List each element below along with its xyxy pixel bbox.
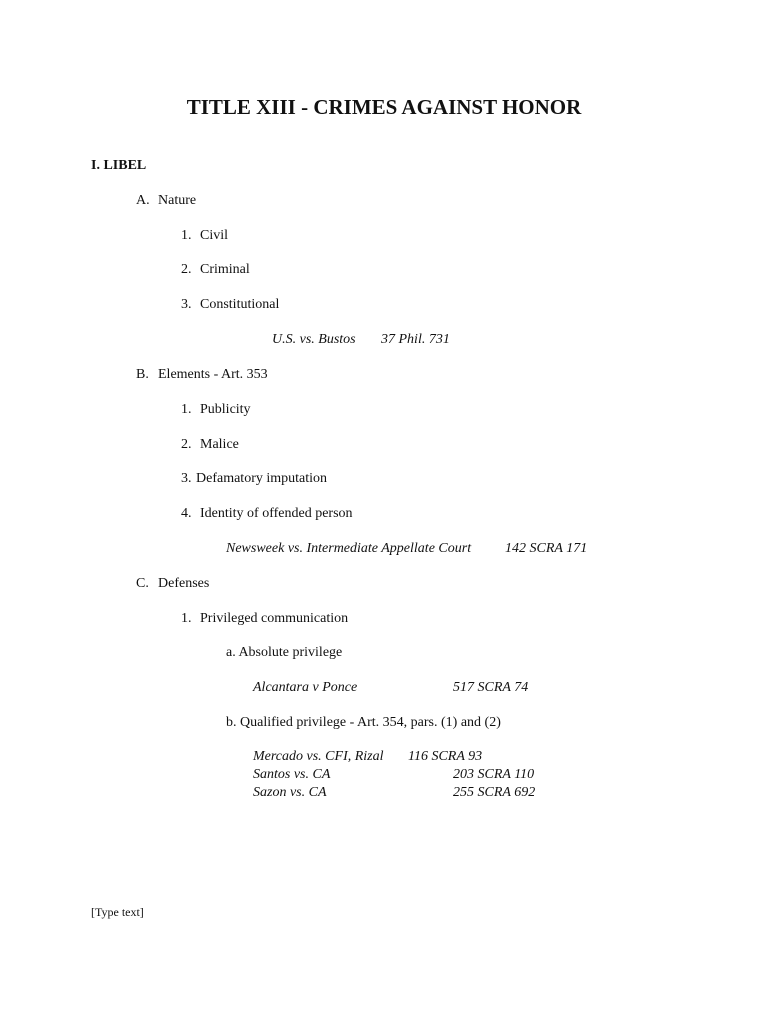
citation-bustos bbox=[272, 331, 450, 349]
outline-item-b-text: Elements - Art. 353 bbox=[158, 367, 268, 382]
outline-item-a bbox=[136, 192, 196, 210]
outline-item-text: Constitutional bbox=[200, 297, 280, 312]
section-heading: I. LIBEL bbox=[91, 158, 147, 173]
outline-item-num: 3. bbox=[181, 471, 192, 486]
outline-item-c-label: C. bbox=[136, 576, 149, 591]
citation-case: Sazon vs. CA bbox=[253, 785, 327, 800]
citation-reporter: 37 Phil. 731 bbox=[381, 332, 450, 347]
outline-item-text: Privileged communication bbox=[200, 611, 349, 626]
outline-item-num: 2. bbox=[181, 437, 192, 452]
outline-item-a-2 bbox=[181, 261, 250, 279]
outline-item-text: Criminal bbox=[200, 262, 250, 277]
outline-item-num: 1. bbox=[181, 228, 192, 243]
citation-alcantara bbox=[253, 679, 528, 697]
outline-item-a-1 bbox=[181, 227, 228, 245]
citation-newsweek bbox=[226, 540, 587, 558]
citation-case: Santos vs. CA bbox=[253, 767, 331, 782]
outline-item-num: 1. bbox=[181, 611, 192, 626]
outline-item-text: Publicity bbox=[200, 402, 251, 417]
citation-case: U.S. vs. Bustos bbox=[272, 332, 356, 347]
outline-item-c-1-b: b. Qualified privilege - Art. 354, pars. (1) and (2) bbox=[226, 715, 501, 730]
outline-item-c-1-a: a. Absolute privilege bbox=[226, 645, 343, 660]
outline-item-text: Identity of offended person bbox=[200, 506, 353, 521]
outline-item-num: 4. bbox=[181, 506, 192, 521]
citation-case: Alcantara v Ponce bbox=[253, 680, 358, 695]
citation-reporter: 255 SCRA 692 bbox=[453, 785, 536, 800]
outline-item-b-label: B. bbox=[136, 367, 149, 382]
outline-item-text: Malice bbox=[200, 437, 239, 452]
outline-item-text: Defamatory imputation bbox=[196, 471, 328, 486]
outline-item-num: 2. bbox=[181, 262, 192, 277]
citation-mercado bbox=[253, 748, 482, 766]
citation-reporter: 203 SCRA 110 bbox=[453, 767, 535, 782]
outline-item-b-3 bbox=[181, 470, 327, 488]
outline-item-c bbox=[136, 575, 209, 593]
outline-item-text: Civil bbox=[200, 228, 229, 243]
outline-item-b bbox=[136, 366, 268, 384]
outline-item-b-2 bbox=[181, 436, 239, 454]
footer-placeholder-text[interactable]: [Type text] bbox=[91, 905, 144, 919]
outline-item-a-3 bbox=[181, 296, 279, 314]
citation-santos bbox=[253, 766, 534, 784]
citation-reporter: 142 SCRA 171 bbox=[505, 541, 588, 556]
outline-item-b-4 bbox=[181, 505, 353, 523]
outline-item-num: 1. bbox=[181, 402, 192, 417]
citation-reporter: 116 SCRA 93 bbox=[408, 749, 483, 764]
citation-case: Newsweek vs. Intermediate Appellate Court bbox=[226, 541, 472, 556]
citation-case: Mercado vs. CFI, Rizal bbox=[253, 749, 384, 764]
citation-sazon bbox=[253, 784, 535, 802]
outline-item-c-1 bbox=[181, 610, 348, 628]
outline-item-a-text: Nature bbox=[158, 193, 197, 208]
outline-item-num: 3. bbox=[181, 297, 192, 312]
outline-item-a-label: A. bbox=[136, 193, 150, 208]
document-title: TITLE XIII - CRIMES AGAINST HONOR bbox=[186, 95, 582, 119]
outline-item-b-1 bbox=[181, 401, 251, 419]
citation-reporter: 517 SCRA 74 bbox=[453, 680, 529, 695]
outline-item-c-text: Defenses bbox=[158, 576, 210, 591]
